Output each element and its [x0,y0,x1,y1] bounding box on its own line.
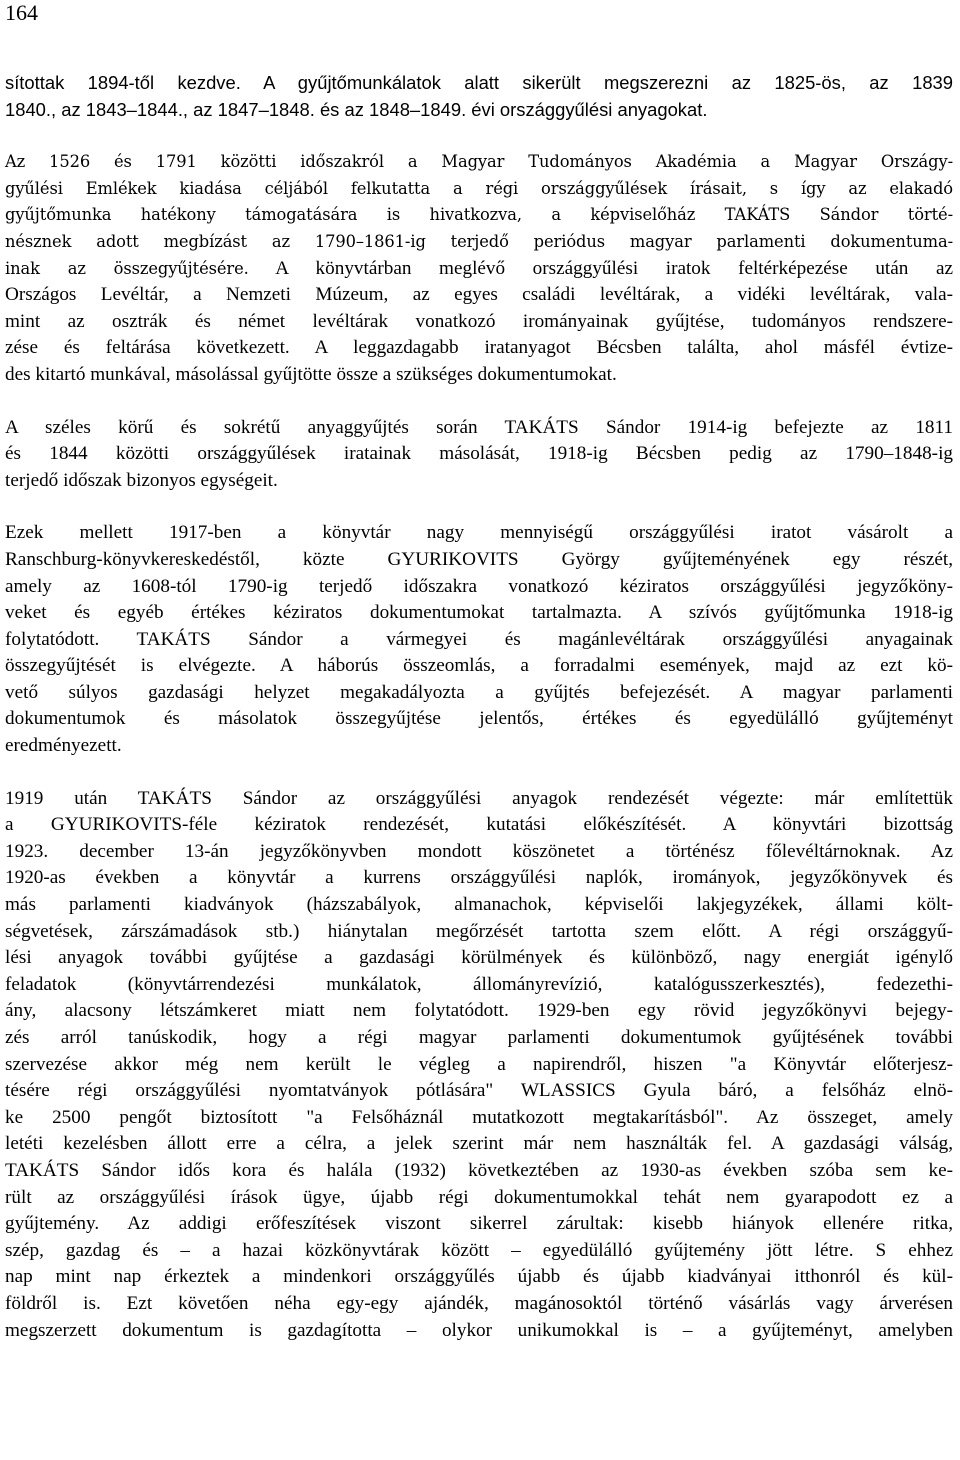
text-line: más parlamenti kiadványok (házszabályok, almanachok, képviselői lakjegyzékek, állami költ- [5,894,953,916]
text-line: rült az országgyűlési írások ügye, újabb régi dokumentumokkal tehát nem gyarapodott ez a [5,1186,953,1208]
text-line: Országos Levéltár, a Nemzeti Múzeum, az egyes családi levéltárak, a vidéki levéltárak, vala- [5,284,953,306]
paragraph-4 [5,520,953,759]
paragraph-1 [5,70,953,123]
text-line: mint az osztrák és német levéltárak vonatkozó irományainak gyűjtése, tudományos rendszere- [5,310,953,332]
text-line: lési anyagok további gyűjtése a gazdasági körülmények és különböző, nagy energiát igénylő [5,947,953,969]
text-line: ke 2500 pengőt biztosított "a Felsőháznál mutatkozott megtakarításból". Az összeget, amely [5,1106,953,1128]
text-line: megszerzett dokumentum is gazdagította – olykor unikumokkal is – a gyűjteményt, amelyben [5,1319,953,1341]
paragraph-5 [5,786,953,1344]
text-line: tésére régi országgyűlési nyomtatványok pótlására" WLASSICS Gyula báró, a felsőház elnö- [5,1080,953,1102]
text-line: ány, alacsony létszámkeret miatt nem folytatódott. 1929-ben egy rövid jegyzőkönyvi bejegy- [5,1000,953,1022]
text-line: Az 1526 és 1791 közötti időszakról a Magyar Tudományos Akadémia a Magyar Országy- [5,152,953,172]
text-line: gyűjtemény. Az addigi erőfeszítések viszont sikerrel zárultak: kisebb hiányok ellenére ritka, [5,1213,953,1235]
text-line: a GYURIKOVITS-féle kéziratok rendezését, kutatási előkészítését. A könyvtári bizottság [5,814,953,836]
text-line: 1920-as években a könyvtár a kurrens országgyűlési naplók, irományok, jegyzőkönyvek és [5,867,953,889]
page-number: 164 [5,0,38,25]
text-run: A könyvtárban meglévő országgyűlési iratok feltérképezése után az [248,257,953,279]
text-line: dokumentumok és másolatok összegyűjtése jelentős, értékes és egyedülálló gyűjteményt [5,708,953,730]
text-line: Ranschburg-könyvkereskedéstől, közte GYURIKOVITS György gyűjteményének egy részét, [5,548,953,570]
text-line: vető súlyos gazdasági helyzet megakadályozta a gyűjtés befejezését. A magyar parlamenti [5,681,953,703]
text-line: folytatódott. TAKÁTS Sándor a vármegyei és magánlevéltárak országgyűlési anyagainak [5,628,953,650]
text-line: zése és feltárása következett. A leggazdagabb iratanyagot Bécsben találta, ahol másfél évtize- [5,337,953,359]
text-line: gyűlési Emlékek kiadása céljából felkutatta a régi országgyűlések írásait, s így az elakadó [5,178,953,198]
text-line: földről is. Ezt követően néha egy-egy ajándék, magánosoktól történő vásárlás vagy árverésen [5,1292,953,1314]
text-line: feladatok (könyvtárrendezési munkálatok, állományrevízió, katalógusszerkesztés), fedezethi- [5,973,953,995]
text-run: inak az összegyűjtésére. [5,258,249,278]
text-line: A széles körű és sokrétű anyaggyűjtés során TAKÁTS Sándor 1914-ig befejezte az 1811 [5,416,953,438]
paragraph-3 [5,415,953,495]
text-line-mixed [5,256,953,283]
text-line: letéti kezelésben állott erre a célra, a jelek szerint már nem használták fel. A gazdasági válság, [5,1133,953,1155]
text-line: ségvetések, zárszámadások stb.) hiánytalan megőrzését tartotta szem előtt. A régi országgyű- [5,920,953,942]
text-line: 1840., az 1843–1844., az 1847–1848. és az 1848–1849. évi országgyűlési anyagokat. [5,98,708,120]
body-text [5,70,953,1344]
text-line: veket és egyéb értékes kéziratos dokumentumokat tartalmazta. A szívós gyűjtőmunka 1918-ig [5,602,953,624]
text-line: TAKÁTS Sándor idős kora és halála (1932) következtében az 1930-as években szóba sem ke- [5,1159,953,1181]
text-line: nésznek adott megbízást az 1790–1861-ig terjedő periódus magyar parlamenti dokumentuma- [5,231,953,251]
text-line: szép, gazdag és – a hazai közkönyvtárak között – egyedülálló gyűjtemény jött létre. S ehhez [5,1239,953,1261]
text-line: és 1844 közötti országgyűlések iratainak másolását, 1918-ig Bécsben pedig az 1790–1848-ig [5,443,953,465]
text-line: des kitartó munkával, másolással gyűjtötte össze a szükséges dokumentumokat. [5,363,617,385]
text-line: amely az 1608-tól 1790-ig terjedő időszakra vonatkozó kéziratos országgyűlési jegyzőköny- [5,575,953,597]
text-line: nap mint nap érkeztek a mindenkori országgyűlés újabb és újabb kiadványai itthonról és kül- [5,1266,953,1288]
text-line: eredményezett. [5,735,122,757]
text-line: 1923. december 13-án jegyzőkönyvben mondott köszönetet a történész főlevéltárnoknak. Az [5,840,953,862]
text-line: összegyűjtését is elvégezte. A háborús összeomlás, a forradalmi események, majd az ezt kö- [5,655,953,677]
text-line: zés arról tanúskodik, hogy a régi magyar parlamenti dokumentumok gyűjtésének további [5,1027,953,1048]
text-line: terjedő időszak bizonyos egységeit. [5,469,278,491]
paragraph-2 [5,149,953,388]
text-line: szervezése akkor még nem került le végleg a napirendről, hiszen "a Könyvtár előterjesz- [5,1053,953,1075]
text-line: 1919 után TAKÁTS Sándor az országgyűlési anyagok rendezését végezte: már említettük [5,787,953,809]
text-line: gyűjtőmunka hatékony támogatására is hivatkozva, a képviselőház TAKÁTS Sándor törté- [5,205,953,225]
text-line: sítottak 1894-től kezdve. A gyűjtőmunkálatok alatt sikerült megszerezni az 1825-ös, az 1839 [5,72,953,93]
text-line: Ezek mellett 1917-ben a könyvtár nagy mennyiségű országgyűlési iratot vásárolt a [5,522,953,544]
